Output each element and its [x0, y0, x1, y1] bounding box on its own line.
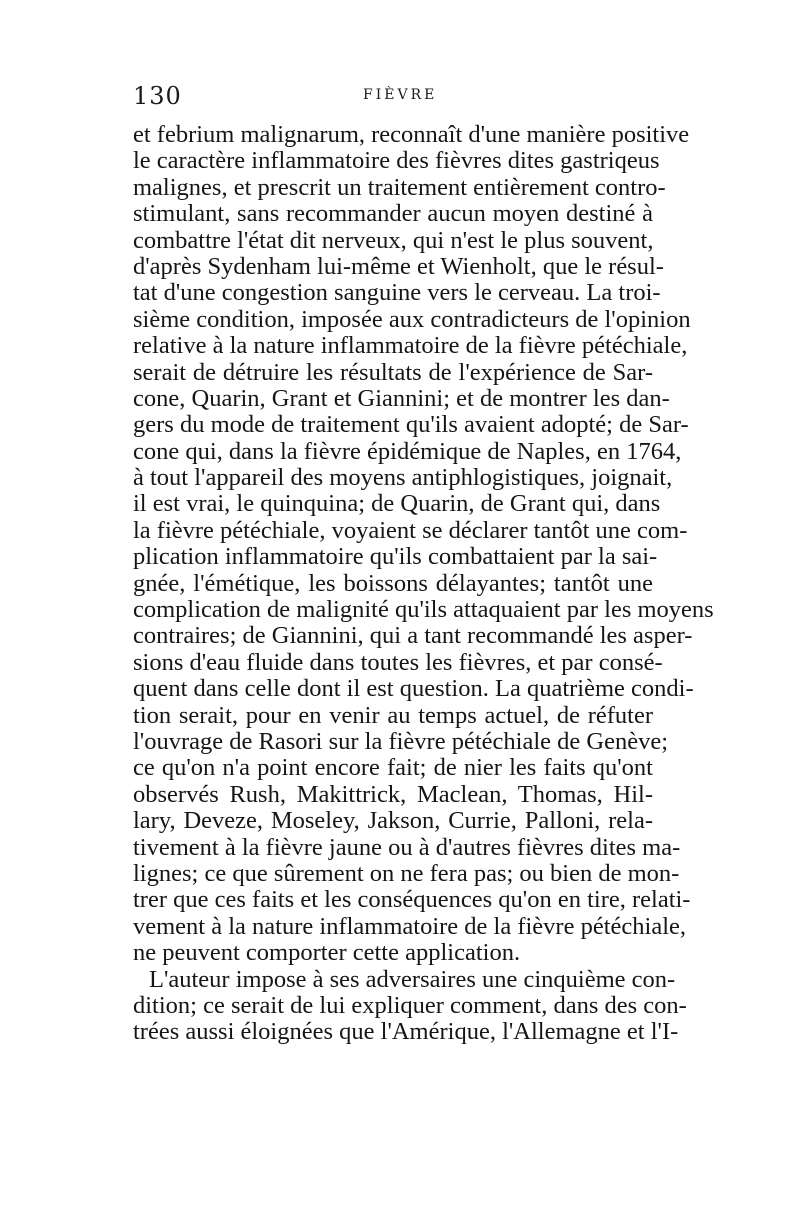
text-line: ce qu'on n'a point encore fait; de nier les faits qu'ont — [133, 754, 653, 782]
text-line: cone qui, dans la fièvre épidémique de Naples, en 1764, — [133, 437, 682, 465]
text-line: le caractère inflammatoire des fièvres dites gastriqeus — [133, 147, 660, 175]
text-line: lary, Deveze, Moseley, Jakson, Currie, Palloni, rela- — [133, 807, 653, 835]
running-title: FIÈVRE — [363, 87, 438, 103]
text-line: observés Rush, Makittrick, Maclean, Thomas, Hil- — [133, 780, 653, 808]
text-line: d'après Sydenham lui-même et Wienholt, que le résul- — [133, 252, 664, 280]
text-line: la fièvre pétéchiale, voyaient se déclarer tantôt une com- — [133, 516, 688, 544]
text-line: vement à la nature inflammatoire de la fièvre pétéchiale, — [133, 912, 687, 940]
text-line: à tout l'appareil des moyens antiphlogistiques, joignait, — [133, 464, 673, 492]
text-line: contraires; de Giannini, qui a tant recommandé les asper- — [133, 622, 693, 650]
text-line: complication de malignité qu'ils attaquaient par les moyens — [133, 596, 714, 624]
text-line: trer que ces faits et les conséquences qu'on en tire, relati- — [133, 886, 691, 914]
text-line: tion serait, pour en venir au temps actuel, de réfuter — [133, 701, 653, 729]
text-line: serait de détruire les résultats de l'expérience de Sar- — [133, 358, 653, 386]
text-line: L'auteur impose à ses adversaires une cinquième con- — [149, 965, 676, 993]
text-line: plication inflammatoire qu'ils combattaient par la sai- — [133, 543, 658, 571]
text-line: stimulant, sans recommander aucun moyen destiné à — [133, 200, 653, 228]
text-line: combattre l'état dit nerveux, qui n'est le plus souvent, — [133, 226, 654, 254]
text-line: ne peuvent comporter cette application. — [133, 939, 521, 967]
text-line: il est vrai, le quinquina; de Quarin, de Grant qui, dans — [133, 490, 661, 518]
text-line: dition; ce serait de lui expliquer comment, dans des con- — [133, 991, 687, 1019]
page-number: 130 — [133, 82, 182, 110]
text-line: sième condition, imposée aux contradicteurs de l'opinion — [133, 305, 691, 333]
text-line: gers du mode de traitement qu'ils avaient adopté; de Sar- — [133, 411, 689, 439]
text-line: relative à la nature inflammatoire de la fièvre pétéchiale, — [133, 332, 688, 360]
text-line: lignes; ce que sûrement on ne fera pas; ou bien de mon- — [133, 859, 680, 887]
text-line: sions d'eau fluide dans toutes les fièvres, et par consé- — [133, 648, 663, 676]
text-line: quent dans celle dont il est question. La quatrième condi- — [133, 675, 694, 703]
text-line: tat d'une congestion sanguine vers le cerveau. La troi- — [133, 279, 661, 307]
text-line: l'ouvrage de Rasori sur la fièvre pétéchiale de Genève; — [133, 727, 669, 755]
text-line: gnée, l'émétique, les boissons délayantes; tantôt une — [133, 569, 653, 597]
text-line: et febrium malignarum, reconnaît d'une manière positive — [133, 121, 690, 148]
text-line: trées aussi éloignées que l'Amérique, l'Allemagne et l'I- — [133, 1018, 679, 1046]
running-head — [133, 82, 673, 112]
body-text — [133, 121, 714, 1046]
text-line: malignes, et prescrit un traitement entièrement contro- — [133, 173, 666, 201]
text-line: tivement à la fièvre jaune ou à d'autres fièvres dites ma- — [133, 833, 681, 861]
text-line: cone, Quarin, Grant et Giannini; et de montrer les dan- — [133, 384, 670, 412]
